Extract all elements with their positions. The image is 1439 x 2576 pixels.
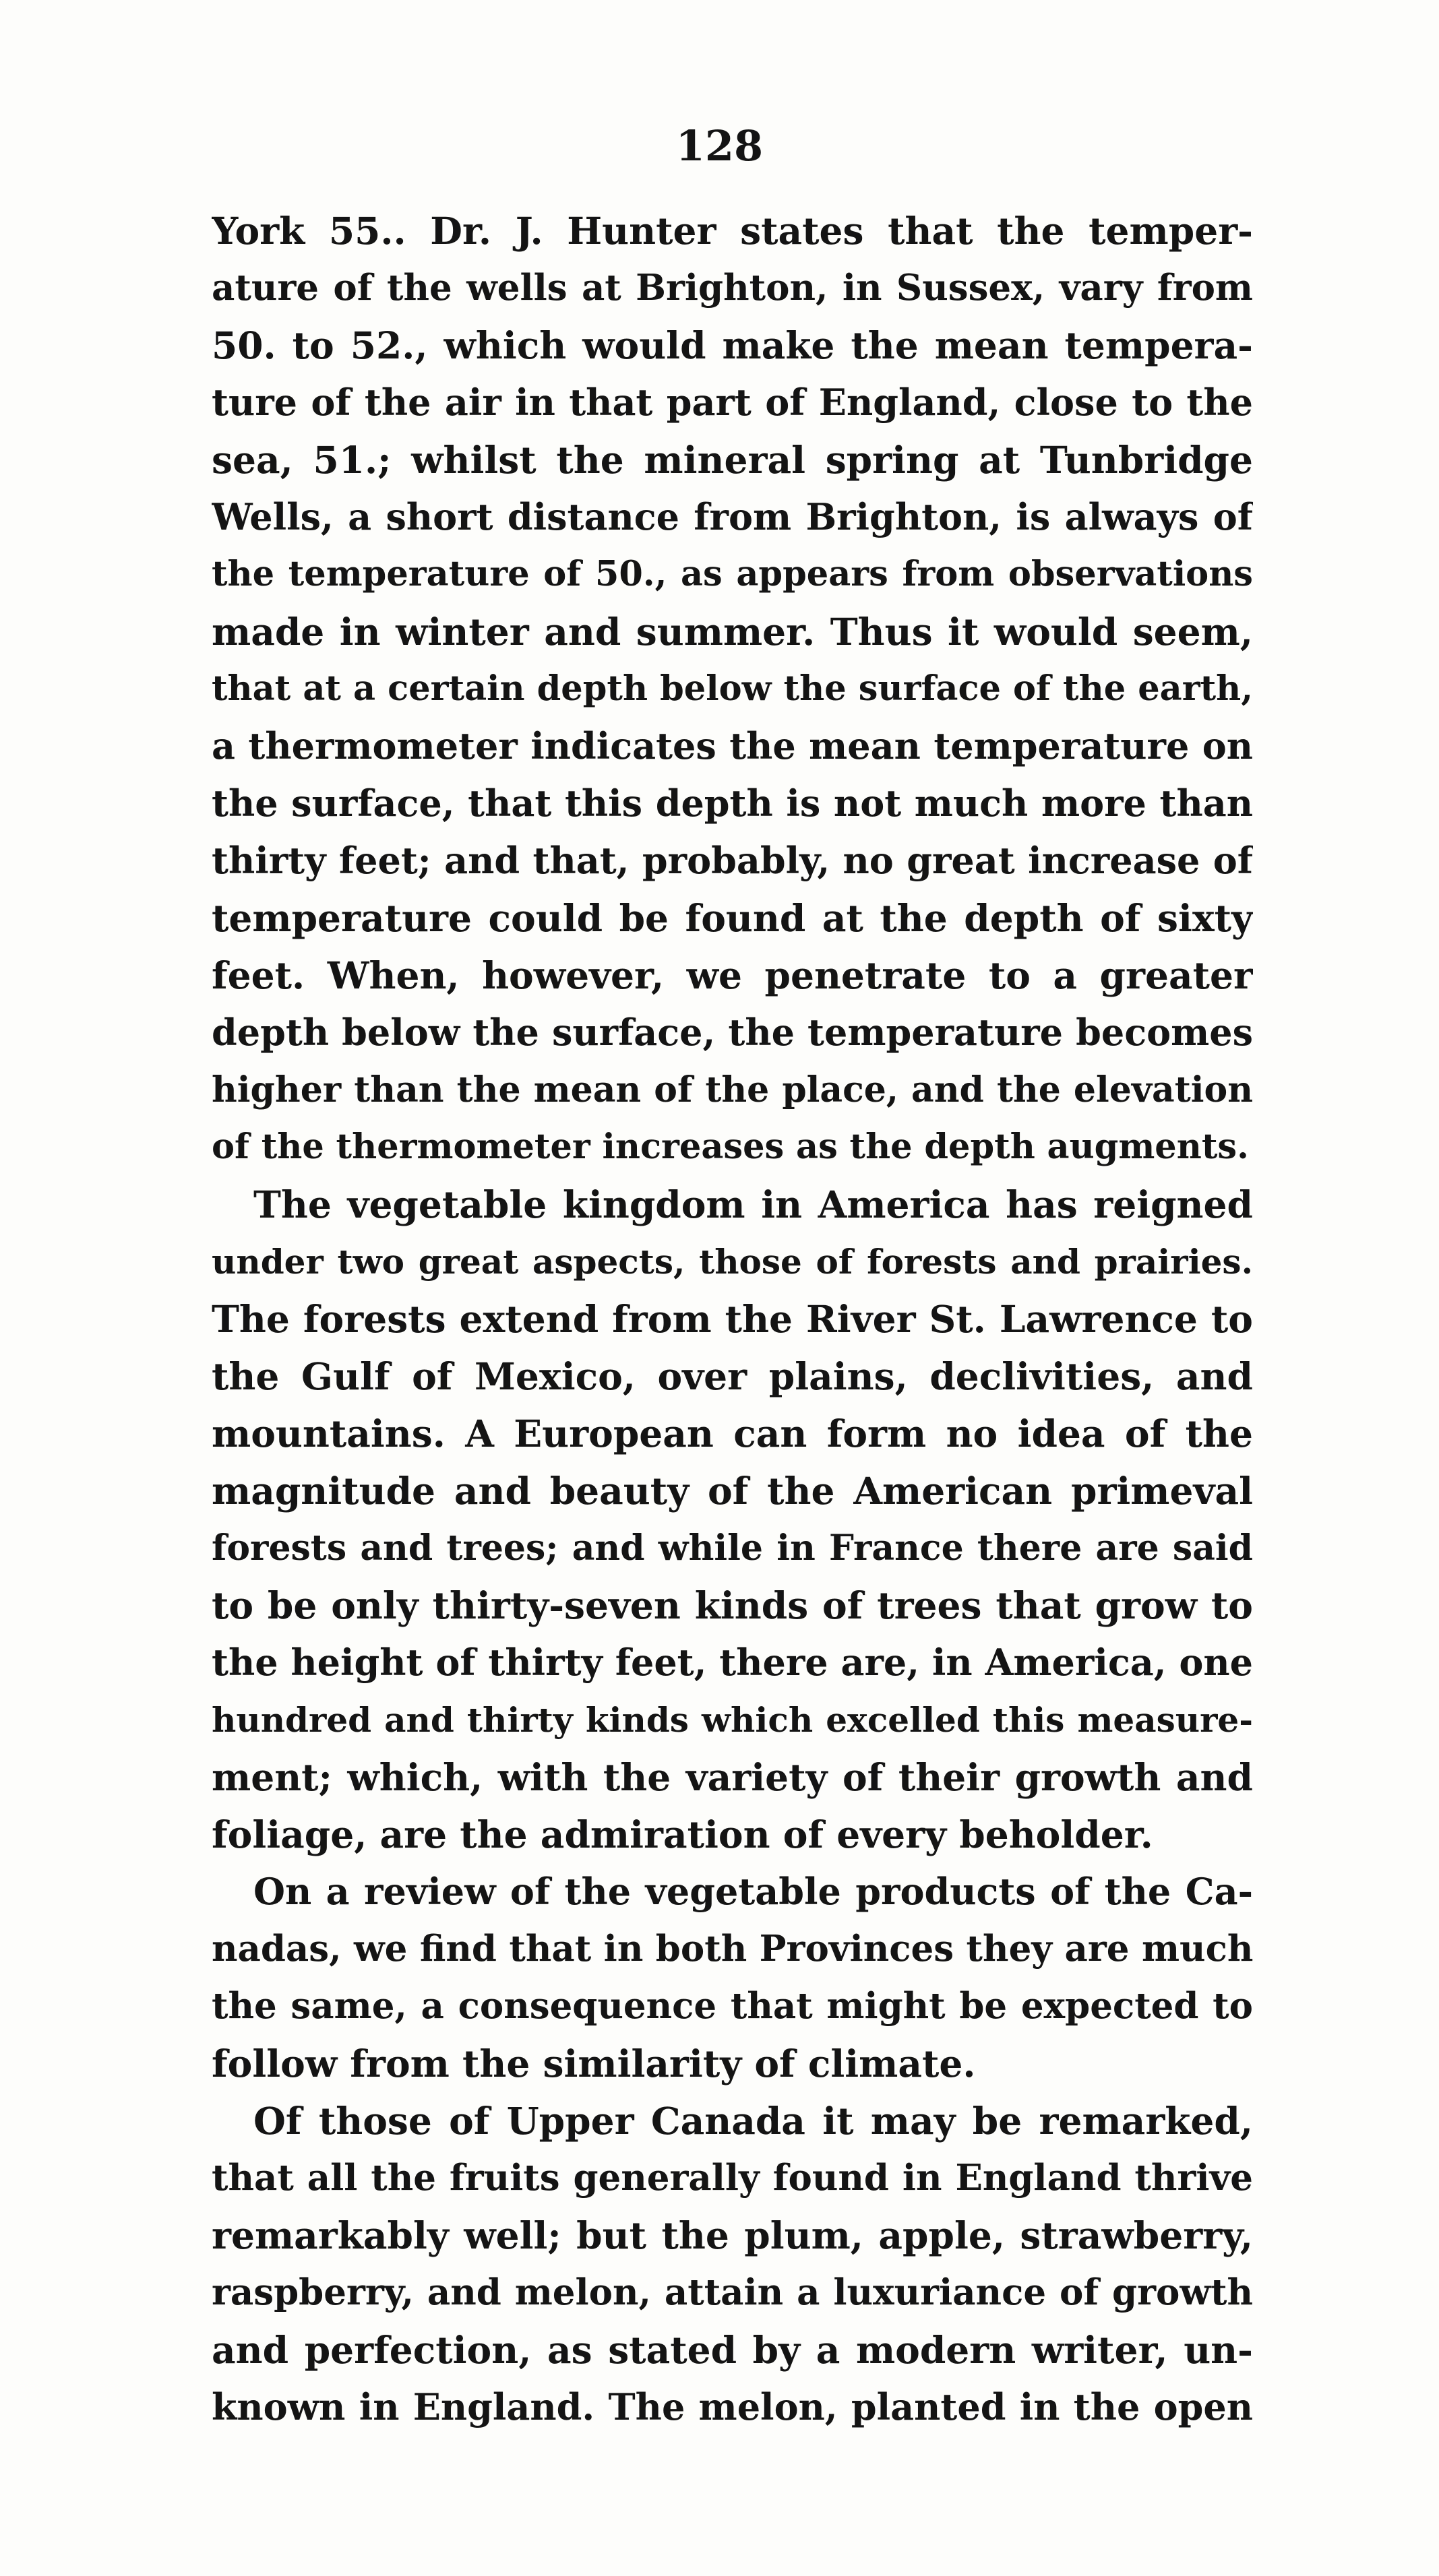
text-line: remarkably well; but the plum, apple, strawberry,: [212, 2213, 1253, 2257]
text-line: On a review of the vegetable products of the Ca-: [253, 1870, 1253, 1913]
text-line: known in England. The melon, planted in the open: [212, 2385, 1253, 2428]
text-line: the Gulf of Mexico, over plains, declivities, and: [212, 1354, 1253, 1398]
text-line: higher than the mean of the place, and the elevation: [212, 1069, 1253, 1110]
text-line: magnitude and beauty of the American primeval: [212, 1469, 1253, 1513]
text-line: the same, a consequence that might be expected to: [212, 1985, 1253, 2027]
text-line: forests and trees; and while in France there are said: [212, 1528, 1253, 1569]
text-line: that at a certain depth below the surface of the earth,: [212, 668, 1253, 709]
text-line: feet. When, however, we penetrate to a greater: [212, 953, 1253, 997]
text-line: York 55.. Dr. J. Hunter states that the temper-: [212, 209, 1253, 253]
text-line: The vegetable kingdom in America has reigned: [253, 1183, 1253, 1226]
text-line: The forests extend from the River St. Lawrence to: [212, 1297, 1253, 1341]
text-line: ture of the air in that part of England, close to the: [212, 381, 1253, 424]
text-line: temperature could be found at the depth of sixty: [212, 896, 1253, 940]
text-line: the surface, that this depth is not much more than: [212, 782, 1253, 825]
text-line: of the thermometer increases as the depth augments.: [212, 1127, 1249, 1167]
text-line: mountains. A European can form no idea of the: [212, 1412, 1253, 1455]
text-line: that all the fruits generally found in England thrive: [212, 2157, 1253, 2199]
text-line: ment; which, with the variety of their growth and: [212, 1755, 1253, 1799]
text-line: raspberry, and melon, attain a luxuriance of growth: [212, 2271, 1253, 2313]
text-line: the temperature of 50., as appears from observations: [212, 554, 1253, 594]
text-line: Wells, a short distance from Brighton, is always of: [212, 495, 1253, 538]
text-line: depth below the surface, the temperature becomes: [212, 1011, 1253, 1054]
text-line: the height of thirty feet, there are, in America, one: [212, 1641, 1253, 1684]
text-line: a thermometer indicates the mean temperature on: [212, 724, 1253, 767]
text-line: thirty feet; and that, probably, no great increase of: [212, 839, 1253, 882]
text-line: sea, 51.; whilst the mineral spring at Tunbridge: [212, 438, 1253, 482]
page-number: 128: [675, 121, 764, 170]
text-line: Of those of Upper Canada it may be remarked,: [253, 2099, 1253, 2143]
text-line: 50. to 52., which would make the mean tempera-: [212, 323, 1253, 367]
text-line: and perfection, as stated by a modern writer, un-: [212, 2328, 1253, 2372]
text-line: foliage, are the admiration of every beholder.: [212, 1813, 1153, 1856]
body-text: [212, 202, 1253, 2436]
text-line: to be only thirty-seven kinds of trees that grow to: [212, 1583, 1253, 1627]
text-line: follow from the similarity of climate.: [212, 2042, 976, 2085]
text-line: ature of the wells at Brighton, in Sussex, vary from: [212, 267, 1253, 309]
text-line: made in winter and summer. Thus it would seem,: [212, 610, 1253, 654]
text-line: hundred and thirty kinds which excelled this measure-: [212, 1700, 1253, 1740]
text-line: under two great aspects, those of forests and prairies.: [212, 1242, 1253, 1282]
text-line: nadas, we find that in both Provinces they are much: [212, 1928, 1253, 1970]
